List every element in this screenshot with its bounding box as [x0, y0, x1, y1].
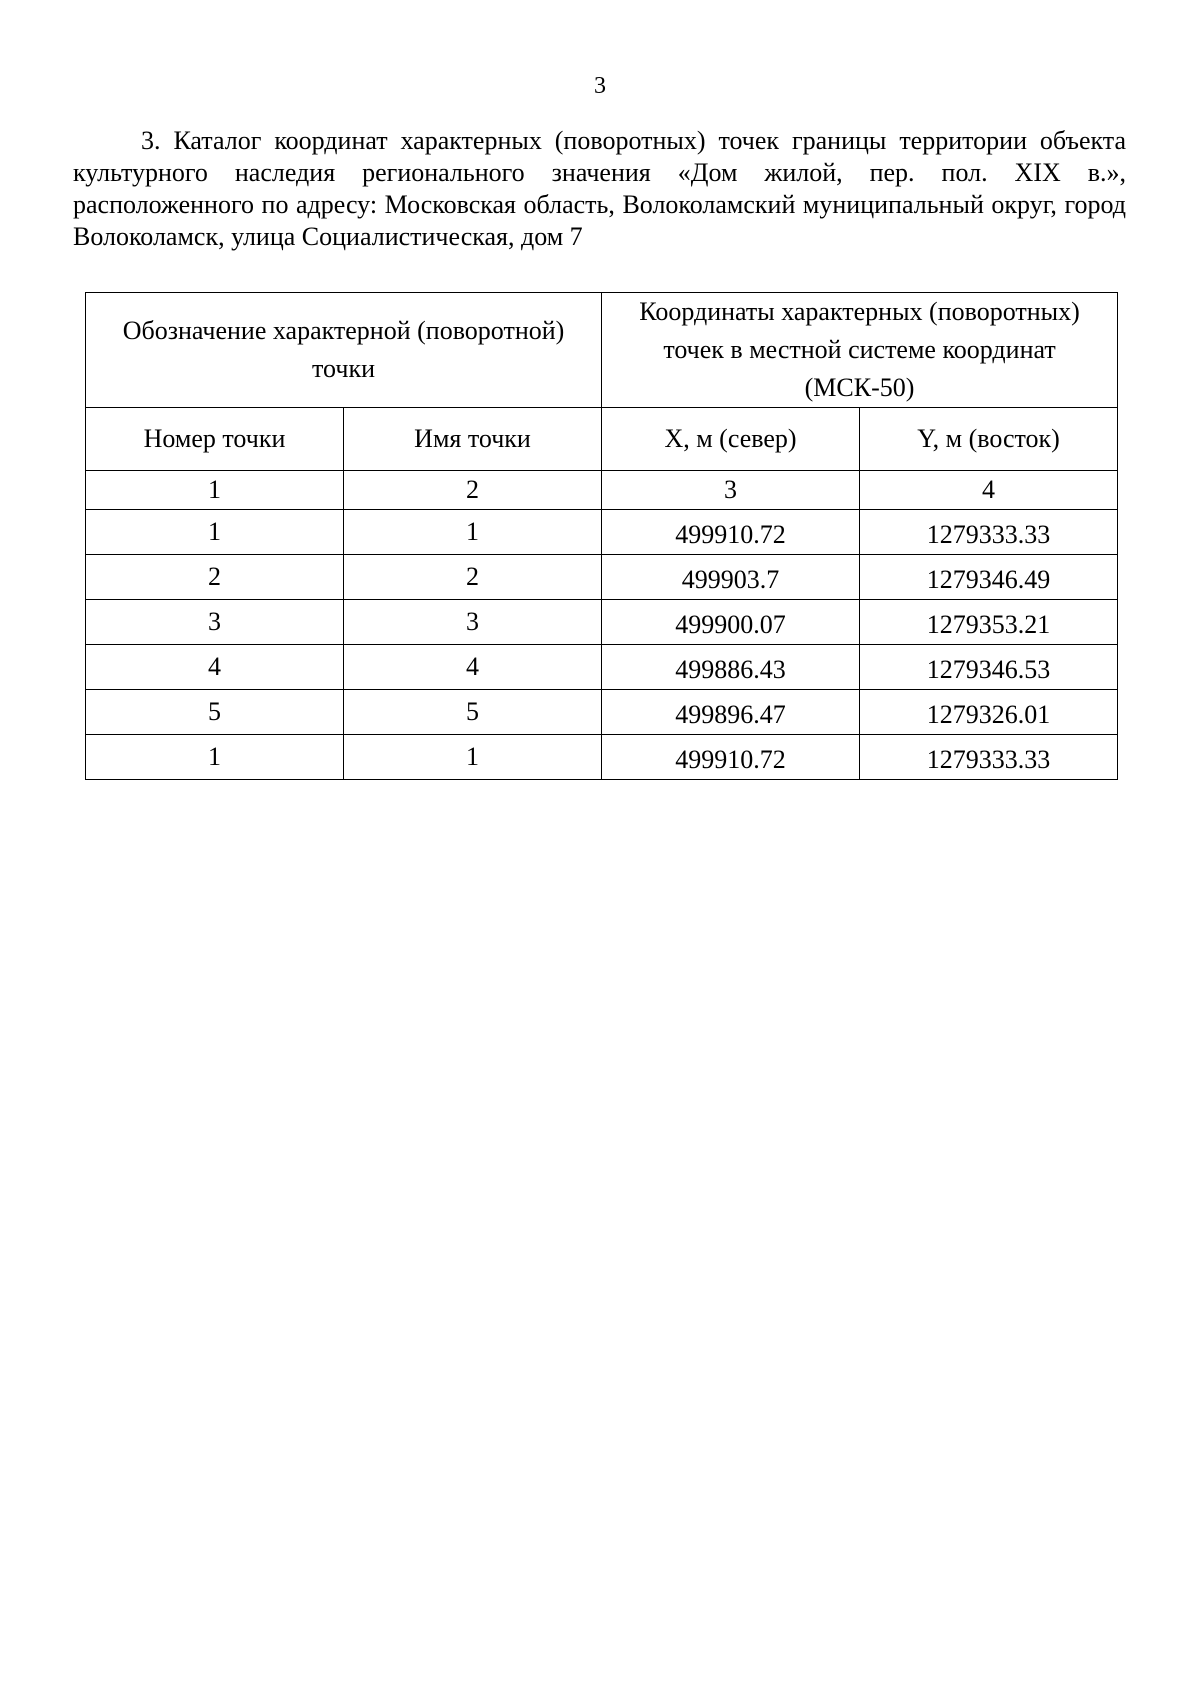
cell-point-name: 3 — [344, 600, 602, 645]
table-header-row — [86, 293, 1118, 408]
cell-point-number: 4 — [86, 645, 344, 690]
cell-point-number: 1 — [86, 735, 344, 780]
cell-x: 499910.72 — [602, 735, 860, 780]
table-row — [86, 510, 1118, 555]
cell-x: 499896.47 — [602, 690, 860, 735]
cell-point-name: 4 — [344, 645, 602, 690]
page-number: 3 — [594, 73, 606, 99]
table-row — [86, 600, 1118, 645]
column-number: 1 — [86, 471, 344, 510]
cell-point-name: 1 — [344, 735, 602, 780]
header-coordinates: Координаты характерных (поворотных) точек в местной системе координат (МСК-50) — [602, 293, 1118, 408]
cell-y: 1279346.53 — [860, 645, 1118, 690]
table-subheader-row — [86, 408, 1118, 471]
coordinates-table — [85, 292, 1118, 780]
cell-x: 499900.07 — [602, 600, 860, 645]
cell-point-name: 2 — [344, 555, 602, 600]
header-point-designation: Обозначение характерной (поворотной) точки — [86, 293, 602, 408]
intro-text: Каталог координат характерных (поворотных) точек границы территории объекта культурного наследия регионального значения «Дом жилой, пер. пол. XIX в.», расположенного по адресу: Московская область, Волоколамский муниципальный округ, город Волоколамск, улица Социалистическая, дом 7 — [73, 126, 1126, 251]
cell-x: 499903.7 — [602, 555, 860, 600]
cell-point-number: 5 — [86, 690, 344, 735]
cell-x: 499886.43 — [602, 645, 860, 690]
cell-point-name: 1 — [344, 510, 602, 555]
table-row — [86, 735, 1118, 780]
intro-paragraph — [73, 125, 1126, 253]
column-number: 2 — [344, 471, 602, 510]
cell-y: 1279326.01 — [860, 690, 1118, 735]
subheader-point-number: Номер точки — [86, 408, 344, 471]
subheader-y: Y, м (восток) — [860, 408, 1118, 471]
table-row — [86, 690, 1118, 735]
cell-point-number: 1 — [86, 510, 344, 555]
cell-point-number: 2 — [86, 555, 344, 600]
cell-y: 1279353.21 — [860, 600, 1118, 645]
table-row — [86, 645, 1118, 690]
column-number: 4 — [860, 471, 1118, 510]
column-number: 3 — [602, 471, 860, 510]
subheader-x: X, м (север) — [602, 408, 860, 471]
cell-y: 1279333.33 — [860, 735, 1118, 780]
cell-point-name: 5 — [344, 690, 602, 735]
cell-y: 1279346.49 — [860, 555, 1118, 600]
intro-item-number: 3. — [141, 126, 161, 155]
cell-y: 1279333.33 — [860, 510, 1118, 555]
cell-x: 499910.72 — [602, 510, 860, 555]
subheader-point-name: Имя точки — [344, 408, 602, 471]
column-number-row — [86, 471, 1118, 510]
cell-point-number: 3 — [86, 600, 344, 645]
table-row — [86, 555, 1118, 600]
